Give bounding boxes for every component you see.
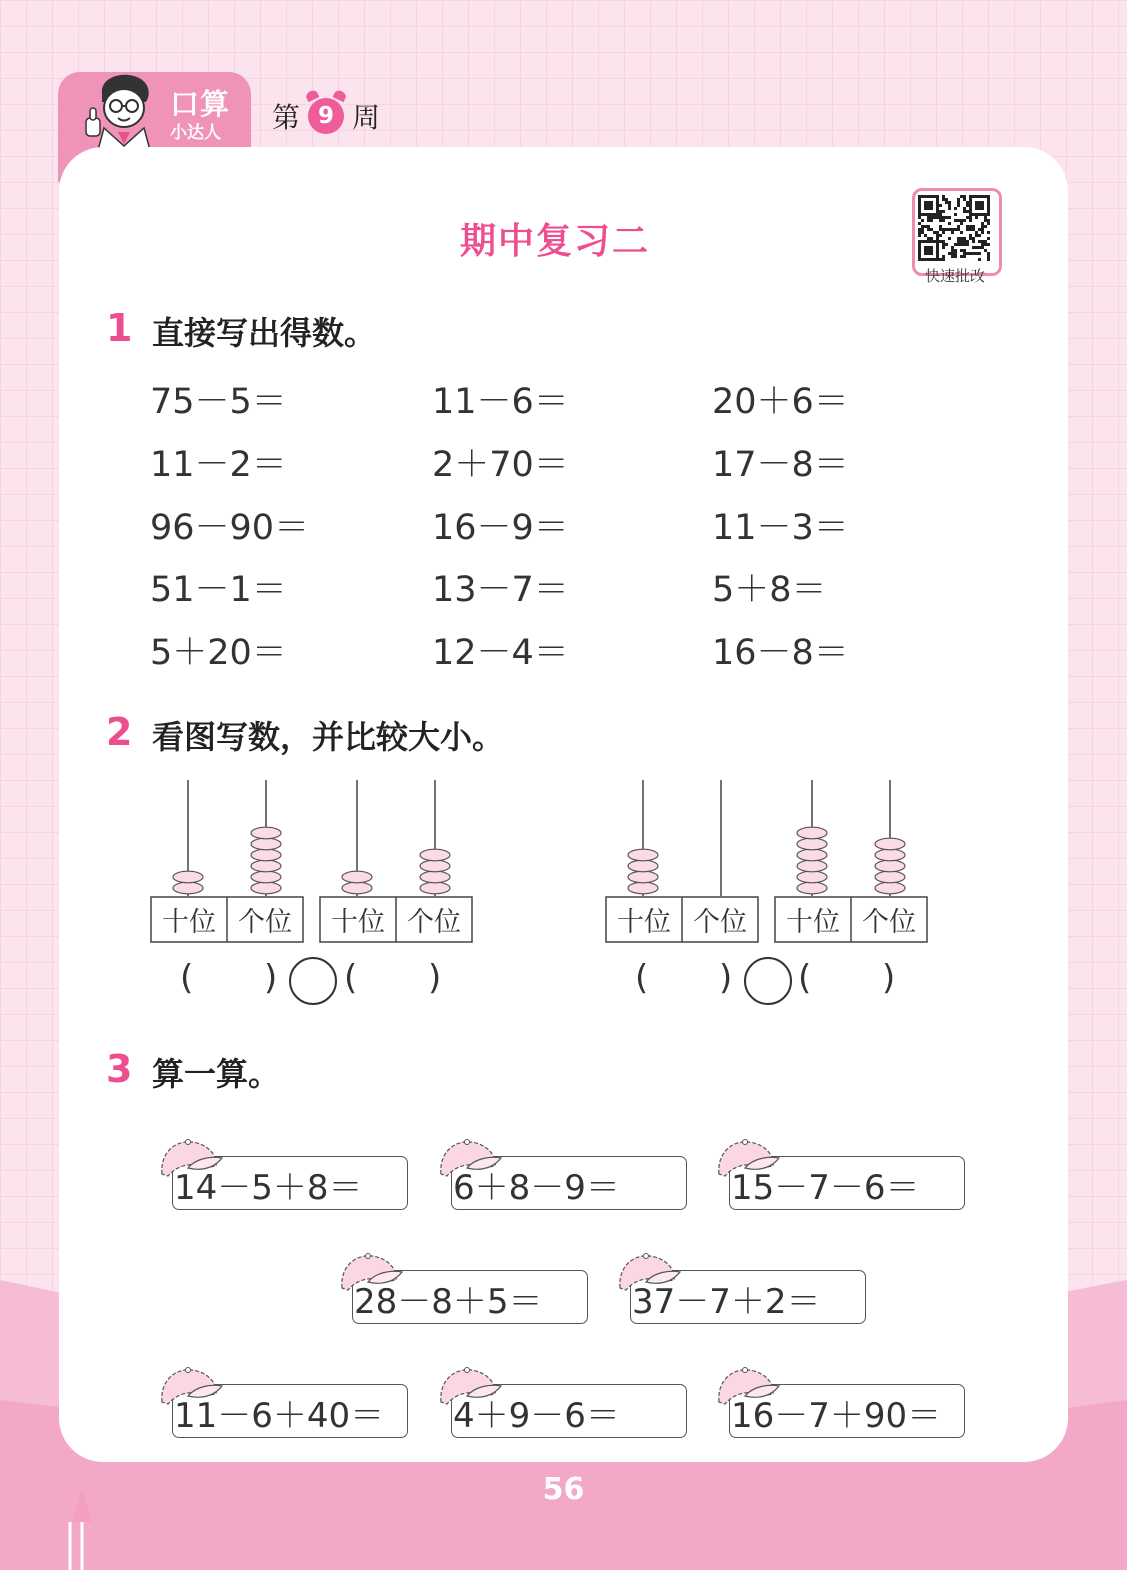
ones-bead: [251, 838, 281, 850]
answer-blank-open[interactable]: (: [180, 958, 194, 998]
ones-bead: [420, 871, 450, 883]
tens-place-label: 十位: [617, 907, 671, 938]
calc-expression: 14－5＋8＝: [174, 1168, 363, 1208]
section-1-title: 直接写出得数。: [152, 314, 377, 352]
section-2-number: 2: [106, 710, 133, 754]
mascot-boy-icon: [80, 72, 164, 150]
tens-bead: [342, 871, 372, 883]
section-3-number: 3: [106, 1047, 133, 1091]
ones-bead: [420, 849, 450, 861]
calc-expression: 4＋9－6＝: [453, 1396, 620, 1436]
answer-blank-open[interactable]: (: [344, 958, 358, 998]
equation: 20＋6＝: [712, 382, 849, 422]
abacus-counter: [319, 780, 473, 944]
ones-bead: [420, 882, 450, 894]
week-number-badge: 9: [308, 98, 344, 134]
calc-item: [715, 1364, 965, 1436]
tens-bead: [628, 871, 658, 883]
calc-item: [616, 1250, 866, 1322]
equation: 16－8＝: [712, 633, 849, 673]
tens-bead: [628, 860, 658, 872]
section-1-number: 1: [106, 306, 133, 350]
calc-item: [437, 1364, 687, 1436]
answer-blank-open[interactable]: (: [635, 958, 649, 998]
tens-place-label: 十位: [162, 907, 216, 938]
calc-item: [437, 1136, 687, 1208]
ones-bead: [875, 871, 905, 883]
calc-item: [338, 1250, 588, 1322]
equation: 12－4＝: [432, 633, 569, 673]
answer-blank-close[interactable]: ): [428, 958, 442, 998]
equation: 2＋70＝: [432, 445, 569, 485]
calc-expression: 16－7＋90＝: [731, 1396, 942, 1436]
arrow-decoration-icon: [52, 1490, 100, 1570]
compare-circle[interactable]: [744, 957, 792, 1005]
week-prefix: 第: [272, 101, 301, 134]
qr-code-icon[interactable]: [918, 194, 990, 262]
equation: 13－7＝: [432, 570, 569, 610]
equation: 11－6＝: [432, 382, 569, 422]
tens-bead: [342, 882, 372, 894]
ones-place-label: 个位: [238, 907, 292, 938]
calc-item: [158, 1364, 408, 1436]
calc-expression: 37－7＋2＝: [632, 1282, 821, 1322]
ones-bead: [251, 882, 281, 894]
equation: 5＋20＝: [150, 633, 287, 673]
equation: 11－2＝: [150, 445, 287, 485]
equation: 75－5＝: [150, 382, 287, 422]
ones-place-label: 个位: [862, 907, 916, 938]
ones-bead: [251, 849, 281, 861]
tens-bead: [797, 838, 827, 850]
calc-expression: 15－7－6＝: [731, 1168, 920, 1208]
tens-bead: [173, 871, 203, 883]
tens-place-label: 十位: [331, 907, 385, 938]
answer-blank-close[interactable]: ): [882, 958, 896, 998]
brand-subtitle: 小达人: [170, 123, 221, 143]
equation: 96－90＝: [150, 508, 310, 548]
tens-bead: [797, 882, 827, 894]
equation: 51－1＝: [150, 570, 287, 610]
calc-expression: 11－6＋40＝: [174, 1396, 385, 1436]
abacus-counter: [150, 780, 304, 944]
calc-item: [715, 1136, 965, 1208]
ones-bead: [875, 849, 905, 861]
ones-place-label: 个位: [407, 907, 461, 938]
abacus-counter: [605, 780, 759, 944]
ones-bead: [251, 860, 281, 872]
tens-place-label: 十位: [786, 907, 840, 938]
abacus-counter: [774, 780, 928, 944]
answer-blank-open[interactable]: (: [798, 958, 812, 998]
tens-bead: [628, 882, 658, 894]
tens-bead: [797, 871, 827, 883]
equation: 5＋8＝: [712, 570, 827, 610]
week-suffix: 周: [352, 101, 381, 134]
tens-bead: [797, 860, 827, 872]
tens-bead: [628, 849, 658, 861]
tens-bead: [797, 849, 827, 861]
tens-bead: [173, 882, 203, 894]
section-3-title: 算一算。: [152, 1055, 281, 1093]
page-title: 期中复习二: [459, 221, 650, 262]
equation: 16－9＝: [432, 508, 569, 548]
ones-bead: [251, 827, 281, 839]
answer-blank-close[interactable]: ): [719, 958, 733, 998]
page-number: 56: [542, 1472, 585, 1507]
tens-bead: [797, 827, 827, 839]
calc-expression: 28－8＋5＝: [354, 1282, 543, 1322]
ones-bead: [875, 882, 905, 894]
ones-bead: [420, 860, 450, 872]
week-indicator: [272, 96, 380, 136]
answer-blank-close[interactable]: ): [264, 958, 278, 998]
equation: 17－8＝: [712, 445, 849, 485]
section-2-title: 看图写数，并比较大小。: [152, 718, 505, 756]
calc-expression: 6＋8－9＝: [453, 1168, 620, 1208]
calc-item: [158, 1136, 408, 1208]
compare-circle[interactable]: [289, 957, 337, 1005]
ones-bead: [875, 860, 905, 872]
ones-bead: [875, 838, 905, 850]
ones-place-label: 个位: [693, 907, 747, 938]
ones-bead: [251, 871, 281, 883]
qr-label: 快速批改: [924, 267, 985, 285]
brand-title: 口算: [170, 87, 231, 121]
equation: 11－3＝: [712, 508, 849, 548]
